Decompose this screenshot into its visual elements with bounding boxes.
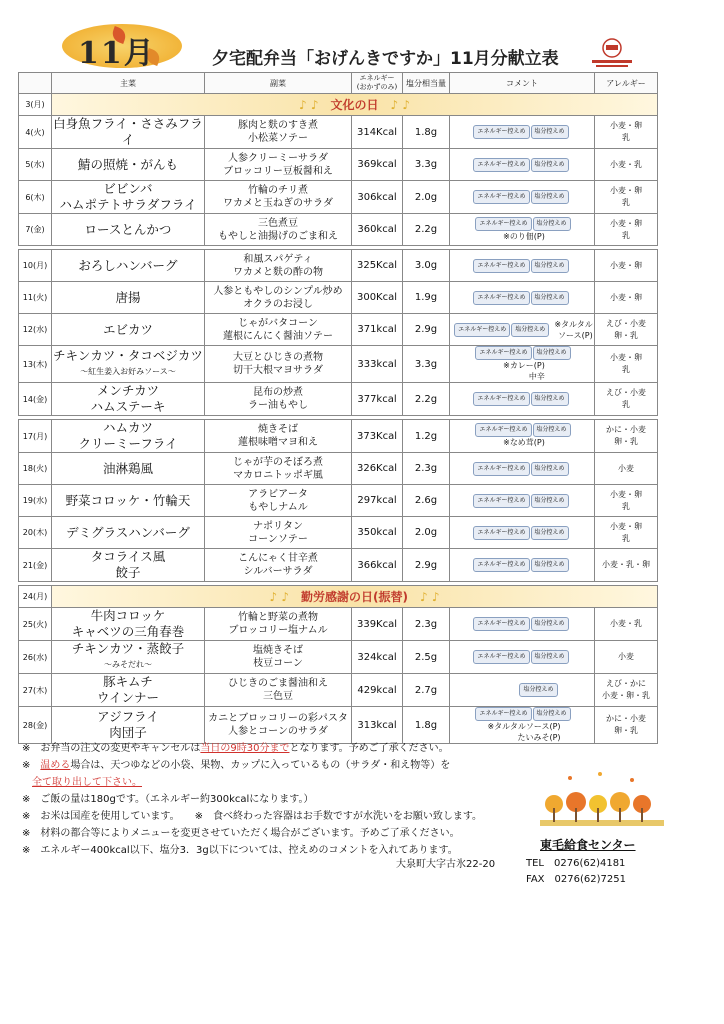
main-dish-cell (52, 116, 205, 149)
col-comment: コメント (450, 73, 595, 94)
main-dish-cell (52, 346, 205, 383)
main-dish-sauce: ～みそだれ～ (104, 660, 152, 669)
main-dish: チキンカツ・蒸餃子 (71, 641, 185, 656)
low-tags (473, 494, 569, 508)
energy-value: 373Kcal (352, 420, 403, 453)
note-text: となります。予めご了承ください。 (289, 743, 449, 754)
note-line (22, 757, 542, 774)
energy-low-tag: エネルギー控えめ (475, 707, 531, 721)
holiday-row (19, 586, 658, 608)
main-dish-cell (52, 485, 205, 517)
salt-value: 1.9g (403, 282, 450, 314)
holiday-label (52, 94, 658, 116)
allergy-value: かに・小麦 卵・乳 (595, 420, 658, 453)
side-dish: ひじきのごま醤油和え 三色豆 (205, 674, 352, 707)
salt-low-tag: 塩分控えめ (519, 683, 557, 697)
music-note-icon: ♪ ♪ (298, 98, 331, 112)
menu-table (18, 72, 658, 744)
row-date: 6(木) (19, 181, 52, 214)
low-tags (473, 392, 569, 406)
main-dish: タコライス風 餃子 (90, 549, 166, 580)
energy-value: 306kcal (352, 181, 403, 214)
allergy-value: 小麦・卵 乳 (595, 485, 658, 517)
main-dish-cell (52, 641, 205, 674)
energy-value: 314Kcal (352, 116, 403, 149)
col-energy: エネルギー (おかずのみ) (352, 73, 403, 94)
side-dish: 焼きそば 蓮根味噌マヨ和え (205, 420, 352, 453)
main-dish-cell (52, 517, 205, 549)
comment-cell (450, 346, 595, 383)
main-dish: ハムカツ クリーミーフライ (78, 420, 178, 451)
allergy-value: 小麦・乳・卵 (595, 549, 658, 582)
low-tags (519, 683, 558, 697)
note-text: ※ (22, 760, 41, 771)
table-row (19, 485, 658, 517)
salt-value: 1.2g (403, 420, 450, 453)
tel-number: TEL 0276(62)4181 (526, 858, 626, 869)
comment-cell (450, 383, 595, 416)
allergy-value: 小麦・卵 乳 (595, 517, 658, 549)
holiday-name: 文化の日 (330, 98, 379, 112)
energy-value: 326Kcal (352, 453, 403, 485)
comment-cell (450, 485, 595, 517)
energy-low-tag: エネルギー控えめ (454, 323, 510, 337)
row-date: 26(水) (19, 641, 52, 674)
salt-value: 2.6g (403, 485, 450, 517)
col-date (19, 73, 52, 94)
low-tags (473, 558, 569, 572)
main-dish-cell (52, 549, 205, 582)
main-dish-cell (52, 674, 205, 707)
main-dish-cell (52, 383, 205, 416)
row-date: 5(水) (19, 149, 52, 181)
table-row (19, 641, 658, 674)
main-dish-cell (52, 149, 205, 181)
row-date: 13(木) (19, 346, 52, 383)
energy-low-tag: エネルギー控えめ (473, 158, 529, 172)
side-dish: 三色煮豆 もやしと油揚げのごま和え (205, 214, 352, 246)
table-row (19, 214, 658, 246)
comment-cell (450, 314, 595, 346)
low-tags (473, 125, 569, 139)
side-dish: カニとブロッコリーの彩パスタ 人参とコーンのサラダ (205, 707, 352, 744)
side-dish: じゃが芋のそぼろ煮 マカロニトッポギ風 (205, 453, 352, 485)
allergy-value: 小麦・卵 (595, 282, 658, 314)
main-dish-cell (52, 181, 205, 214)
main-dish: 油淋鶏風 (102, 460, 153, 476)
main-dish: アジフライ 肉団子 (97, 709, 159, 740)
energy-low-tag: エネルギー控えめ (475, 346, 531, 360)
side-dish: じゃがバタコーン 蓮根にんにく醤油ソテー (205, 314, 352, 346)
energy-low-tag: エネルギー控えめ (473, 494, 529, 508)
energy-value: 300Kcal (352, 282, 403, 314)
energy-value: 377kcal (352, 383, 403, 416)
energy-low-tag: エネルギー控えめ (473, 291, 529, 305)
table-row (19, 517, 658, 549)
salt-value: 3.0g (403, 250, 450, 282)
low-tags (473, 526, 569, 540)
note-text: ※ お米は国産を使用しています。 ※ 食べ終わった容器はお手数ですが水洗いをお願い致します。 (22, 811, 483, 822)
comment-cell (450, 214, 595, 246)
table-row (19, 674, 658, 707)
table-header (19, 73, 658, 94)
allergy-value: えび・かに 小麦・卵・乳 (595, 674, 658, 707)
table-row (19, 116, 658, 149)
energy-value: 350kcal (352, 517, 403, 549)
energy-low-tag: エネルギー控えめ (473, 526, 529, 540)
energy-low-tag: エネルギー控えめ (473, 190, 529, 204)
salt-value: 2.5g (403, 641, 450, 674)
menu-body (19, 94, 658, 744)
allergy-value: えび・小麦 卵・乳 (595, 314, 658, 346)
comment-cell (450, 517, 595, 549)
main-dish-cell (52, 282, 205, 314)
table-row (19, 282, 658, 314)
salt-low-tag: 塩分控えめ (531, 526, 569, 540)
salt-low-tag: 塩分控えめ (531, 494, 569, 508)
comment-cell (450, 181, 595, 214)
salt-value: 2.2g (403, 214, 450, 246)
comment-cell (450, 149, 595, 181)
allergy-value: えび・小麦 乳 (595, 383, 658, 416)
music-note-icon: ♪ ♪ (407, 590, 440, 604)
table-row (19, 707, 658, 744)
main-dish: ビビンバ ハムポテトサラダフライ (59, 181, 197, 212)
energy-low-tag: エネルギー控えめ (475, 423, 531, 437)
comment-note: ※カレー(P) 中辛 (503, 361, 545, 381)
low-tags (475, 707, 571, 721)
row-date: 24(月) (19, 586, 52, 608)
row-date: 11(火) (19, 282, 52, 314)
table-row (19, 549, 658, 582)
salt-low-tag: 塩分控えめ (531, 259, 569, 273)
row-date: 18(火) (19, 453, 52, 485)
company-logo-icon (584, 36, 640, 70)
main-dish: おろしハンバーグ (78, 257, 178, 273)
energy-low-tag: エネルギー控えめ (473, 617, 529, 631)
comment-cell (450, 420, 595, 453)
note-line (22, 825, 542, 842)
comment-cell (450, 608, 595, 641)
low-tags (473, 259, 569, 273)
salt-low-tag: 塩分控えめ (531, 125, 569, 139)
allergy-value: 小麦・卵 乳 (595, 214, 658, 246)
main-dish: デミグラスハンバーグ (66, 524, 190, 540)
salt-value: 2.0g (403, 181, 450, 214)
row-date: 3(月) (19, 94, 52, 116)
salt-value: 1.8g (403, 707, 450, 744)
table-row (19, 420, 658, 453)
main-dish-cell (52, 214, 205, 246)
table-row (19, 250, 658, 282)
main-dish: ロースとんかつ (84, 221, 172, 237)
table-row (19, 453, 658, 485)
main-dish: 鯖の照焼・がんも (77, 156, 178, 172)
allergy-value: 小麦・乳 (595, 149, 658, 181)
main-dish: 牛肉コロッケ キャベツの三角春巻 (71, 608, 185, 639)
salt-low-tag: 塩分控えめ (533, 346, 571, 360)
salt-value: 2.2g (403, 383, 450, 416)
note-line (22, 740, 542, 757)
main-dish: 野菜コロッケ・竹輪天 (65, 492, 191, 508)
energy-low-tag: エネルギー控えめ (473, 462, 529, 476)
energy-low-tag: エネルギー控えめ (473, 558, 529, 572)
note-text: ※ ご飯の量は180gです。（エネルギー約300kcalになります。） (22, 794, 314, 805)
energy-low-tag: エネルギー控えめ (475, 217, 531, 231)
energy-value: 313kcal (352, 707, 403, 744)
energy-value: 333kcal (352, 346, 403, 383)
table-row (19, 149, 658, 181)
energy-value: 325Kcal (352, 250, 403, 282)
row-date: 4(火) (19, 116, 52, 149)
comment-cell (450, 549, 595, 582)
row-date: 14(金) (19, 383, 52, 416)
salt-value: 2.3g (403, 608, 450, 641)
comment-cell (450, 707, 595, 744)
side-dish: 人参クリーミーサラダ ブロッコリー豆板醤和え (205, 149, 352, 181)
low-tags (475, 346, 571, 360)
side-dish: アラビアータ もやしナムル (205, 485, 352, 517)
comment-cell (450, 282, 595, 314)
row-date: 20(木) (19, 517, 52, 549)
low-tags (475, 217, 571, 231)
company-address: 大泉町大字古氷22-20 (396, 859, 496, 870)
fax-number: FAX 0276(62)7251 (526, 874, 626, 885)
salt-low-tag: 塩分控えめ (531, 650, 569, 664)
salt-value: 2.9g (403, 314, 450, 346)
allergy-value: 小麦 (595, 453, 658, 485)
main-dish-cell (52, 707, 205, 744)
main-dish-cell (52, 314, 205, 346)
note-emphasis: 当日の9時30分まで (200, 743, 290, 754)
holiday-label (52, 586, 658, 608)
row-date: 17(月) (19, 420, 52, 453)
salt-value: 2.3g (403, 453, 450, 485)
main-dish: メンチカツ ハムステーキ (90, 383, 166, 414)
low-tags (473, 291, 569, 305)
allergy-value: 小麦・卵 (595, 250, 658, 282)
table-row (19, 181, 658, 214)
note-text: ※ エネルギー400kcal以下、塩分3．3g以下については、控えめのコメントを入れてあります。 (22, 845, 458, 856)
note-line (22, 774, 542, 791)
energy-value: 369kcal (352, 149, 403, 181)
energy-low-tag: エネルギー控えめ (473, 125, 529, 139)
company-name: 東毛給食センター (540, 838, 636, 852)
low-tags (473, 462, 569, 476)
salt-value: 3.3g (403, 149, 450, 181)
comment-cell (450, 641, 595, 674)
energy-value: 366kcal (352, 549, 403, 582)
energy-value: 429kcal (352, 674, 403, 707)
side-dish: 豚肉と麩のすき煮 小松菜ソテー (205, 116, 352, 149)
note-text: ※ 材料の都合等によりメニューを変更させていただく場合がございます。予めご了承ください。 (22, 828, 460, 839)
note-emphasis: 温める (40, 760, 71, 771)
salt-value: 2.0g (403, 517, 450, 549)
side-dish: こんにゃく甘辛煮 シルバーサラダ (205, 549, 352, 582)
music-note-icon: ♪ ♪ (269, 590, 301, 604)
side-dish: 竹輪と野菜の煮物 ブロッコリー塩ナムル (205, 608, 352, 641)
main-dish: 唐揚 (115, 289, 141, 305)
row-date: 12(水) (19, 314, 52, 346)
salt-value: 3.3g (403, 346, 450, 383)
energy-value: 360kcal (352, 214, 403, 246)
row-date: 19(水) (19, 485, 52, 517)
salt-low-tag: 塩分控えめ (533, 707, 571, 721)
row-date: 10(月) (19, 250, 52, 282)
comment-note: ※タルタル ソース(P) (554, 319, 593, 340)
energy-value: 339Kcal (352, 608, 403, 641)
main-dish-cell (52, 608, 205, 641)
low-tags (473, 650, 569, 664)
allergy-value: かに・小麦 卵・乳 (595, 707, 658, 744)
notes-section (22, 740, 542, 859)
row-date: 25(火) (19, 608, 52, 641)
comment-cell (450, 116, 595, 149)
table-row (19, 608, 658, 641)
low-tags (475, 423, 571, 437)
low-tags (473, 158, 569, 172)
comment-note: ※のり佃(P) (503, 231, 545, 241)
note-text (22, 777, 32, 788)
main-dish-cell (52, 250, 205, 282)
comment-note: ※なめ茸(P) (503, 438, 545, 448)
col-main-dish: 主菜 (52, 73, 205, 94)
note-text: ※ お弁当の注文の変更やキャンセルは (22, 743, 201, 754)
salt-low-tag: 塩分控えめ (533, 217, 571, 231)
row-date: 27(木) (19, 674, 52, 707)
note-line (22, 791, 542, 808)
salt-low-tag: 塩分控えめ (531, 190, 569, 204)
comment-cell (450, 453, 595, 485)
autumn-trees-icon (540, 768, 664, 832)
comment-note: ※タルタルソース(P) たいみそ(P) (487, 722, 561, 742)
low-tags (454, 323, 550, 337)
energy-low-tag: エネルギー控えめ (473, 392, 529, 406)
side-dish: 竹輪のチリ煮 ワカメと玉ねぎのサラダ (205, 181, 352, 214)
note-line (22, 808, 542, 825)
holiday-row (19, 94, 658, 116)
salt-low-tag: 塩分控えめ (531, 392, 569, 406)
table-row (19, 383, 658, 416)
salt-value: 2.7g (403, 674, 450, 707)
main-dish: 白身魚フライ・ささみフライ (53, 116, 203, 147)
col-allergy: アレルギー (595, 73, 658, 94)
table-row (19, 314, 658, 346)
row-date: 21(金) (19, 549, 52, 582)
salt-low-tag: 塩分控えめ (531, 462, 569, 476)
salt-value: 2.9g (403, 549, 450, 582)
salt-low-tag: 塩分控えめ (531, 558, 569, 572)
holiday-name: 勤労感謝の日(振替) (301, 590, 408, 604)
allergy-value: 小麦・卵 乳 (595, 346, 658, 383)
salt-low-tag: 塩分控えめ (531, 291, 569, 305)
salt-low-tag: 塩分控えめ (533, 423, 571, 437)
low-tags (473, 190, 569, 204)
side-dish: 大豆とひじきの煮物 切干大根マヨサラダ (205, 346, 352, 383)
main-dish-cell (52, 453, 205, 485)
note-text: 場合は、天つゆなどの小袋、果物、カップに入っているもの（サラダ・和え物等）を (70, 760, 451, 771)
row-date: 7(金) (19, 214, 52, 246)
main-dish: 豚キムチ ウインナー (96, 674, 160, 705)
low-tags (473, 617, 569, 631)
side-dish: 和風スパゲティ ワカメと麩の酢の物 (205, 250, 352, 282)
table-row (19, 346, 658, 383)
energy-low-tag: エネルギー控えめ (473, 650, 529, 664)
allergy-value: 小麦・乳 (595, 608, 658, 641)
col-side-dish: 副菜 (205, 73, 352, 94)
month-label: 11月 (78, 36, 156, 71)
salt-low-tag: 塩分控えめ (531, 617, 569, 631)
side-dish: 塩焼きそば 枝豆コーン (205, 641, 352, 674)
main-dish-sauce: ～紅生姜入お好みソース～ (80, 367, 176, 376)
contact-info (526, 856, 626, 888)
main-dish-cell (52, 420, 205, 453)
col-salt: 塩分相当量 (403, 73, 450, 94)
allergy-value: 小麦・卵 乳 (595, 116, 658, 149)
side-dish: 人参ともやしのシンプル炒め オクラのお浸し (205, 282, 352, 314)
salt-low-tag: 塩分控えめ (531, 158, 569, 172)
energy-value: 324kcal (352, 641, 403, 674)
page-title: 夕宅配弁当「おげんきですか」11月分献立表 (212, 49, 559, 69)
music-note-icon: ♪ ♪ (378, 98, 410, 112)
side-dish: 昆布の炒煮 ラー油もやし (205, 383, 352, 416)
comment-cell (450, 674, 595, 707)
allergy-value: 小麦 (595, 641, 658, 674)
salt-low-tag: 塩分控えめ (511, 323, 549, 337)
energy-low-tag: エネルギー控えめ (473, 259, 529, 273)
side-dish: ナポリタン コーンソテー (205, 517, 352, 549)
note-emphasis: 全て取り出して下さい。 (32, 777, 142, 788)
allergy-value: 小麦・卵 乳 (595, 181, 658, 214)
energy-value: 371kcal (352, 314, 403, 346)
salt-value: 1.8g (403, 116, 450, 149)
main-dish: エビカツ (102, 321, 153, 337)
energy-value: 297kcal (352, 485, 403, 517)
comment-cell (450, 250, 595, 282)
row-date: 28(金) (19, 707, 52, 744)
main-dish: チキンカツ・タコベジカツ (53, 348, 203, 363)
